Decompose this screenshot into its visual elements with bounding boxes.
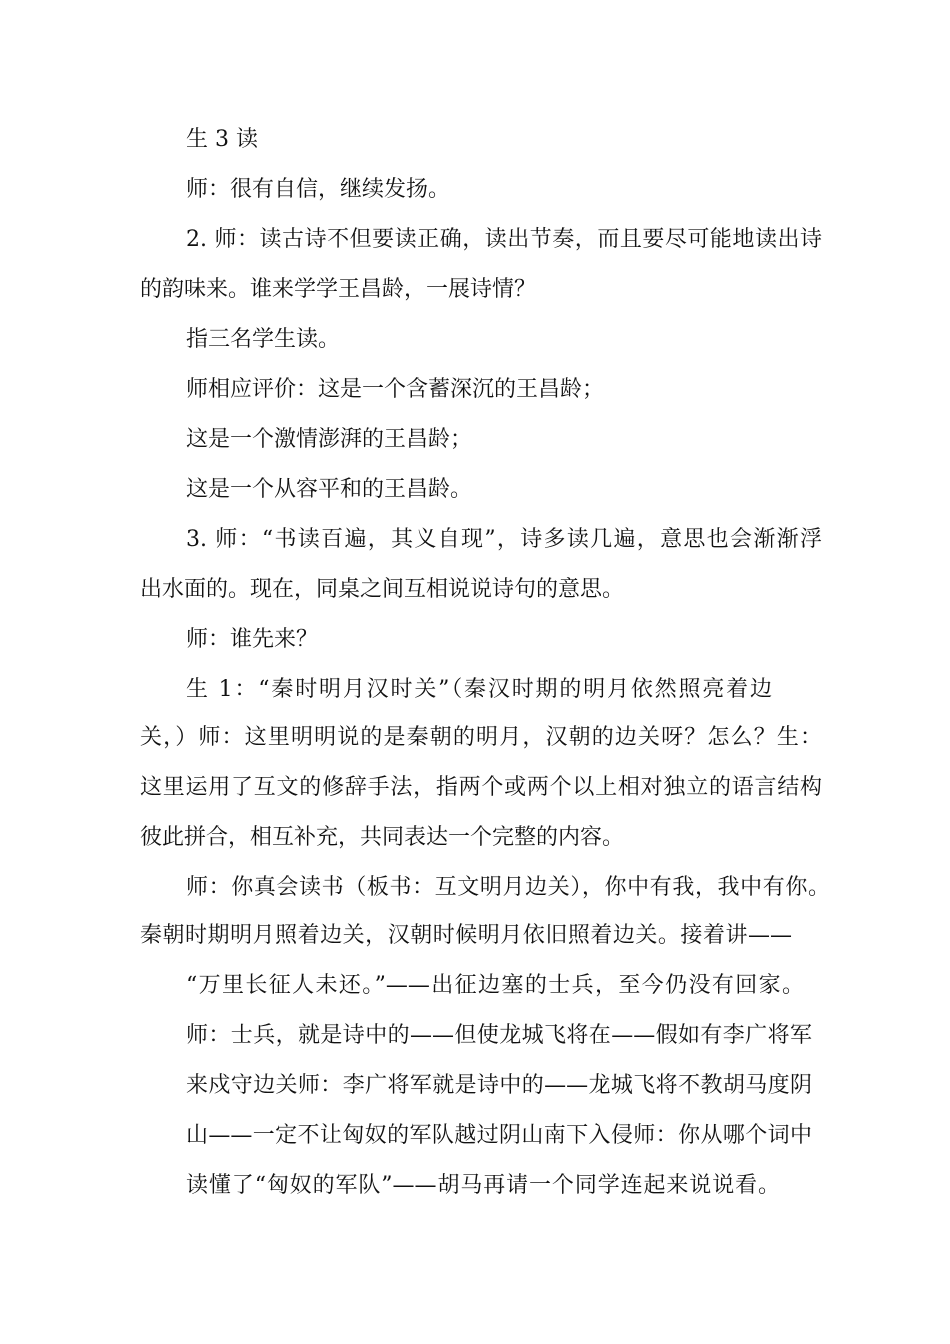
paragraph-line: 的韵味来。谁来学学王昌龄，一展诗情？ (140, 277, 537, 302)
paragraph-line: 出水面的。现在，同桌之间互相说说诗句的意思。 (140, 577, 625, 602)
paragraph-line: 这是一个从容平和的王昌龄。 (186, 477, 473, 502)
paragraph-line: 师：士兵，就是诗中的——但使龙城飞将在——假如有李广将军 (186, 1023, 812, 1048)
paragraph-line: 指三名学生读。 (186, 327, 341, 352)
paragraph-line: “万里长征人未还。”——出征边塞的士兵，至今仍没有回家。 (186, 973, 804, 998)
paragraph-line: 来戍守边关师：李广将军就是诗中的——龙城飞将不教胡马度阴 (186, 1073, 812, 1098)
paragraph-line: 这是一个激情澎湃的王昌龄； (186, 427, 473, 452)
paragraph-line: 生 3 读 (186, 127, 258, 152)
paragraph-line: 读懂了“匈奴的军队”——胡马再请一个同学连起来说说看。 (186, 1173, 780, 1198)
paragraph-line: 师：谁先来？ (186, 627, 319, 652)
paragraph-line: 生 1：“秦时明月汉时关”（秦汉时期的明月依然照亮着边 (186, 677, 772, 702)
paragraph-line: 山——一定不让匈奴的军队越过阴山南下入侵师：你从哪个词中 (186, 1123, 812, 1148)
paragraph-line: 彼此拼合，相互补充，共同表达一个完整的内容。 (140, 825, 625, 850)
paragraph-line: 2. 师：读古诗不但要读正确，读出节奏，而且要尽可能地读出诗 (186, 227, 822, 252)
paragraph-line: 3. 师：“书读百遍，其义自现”，诗多读几遍，意思也会渐渐浮 (186, 527, 822, 552)
paragraph-line: 秦朝时期明月照着边关，汉朝时候明月依旧照着边关。接着讲—— (140, 923, 792, 948)
paragraph-line: 师相应评价：这是一个含蓄深沉的王昌龄； (186, 377, 605, 402)
paragraph-line: 师：很有自信，继续发扬。 (186, 177, 451, 202)
paragraph-line: 这里运用了互文的修辞手法，指两个或两个以上相对独立的语言结构 (140, 775, 822, 800)
paragraph-line: 关，）师：这里明明说的是秦朝的明月，汉朝的边关呀？怎么？生： (140, 725, 822, 750)
paragraph-line: 师：你真会读书（板书：互文明月边关），你中有我，我中有你。 (186, 875, 830, 900)
